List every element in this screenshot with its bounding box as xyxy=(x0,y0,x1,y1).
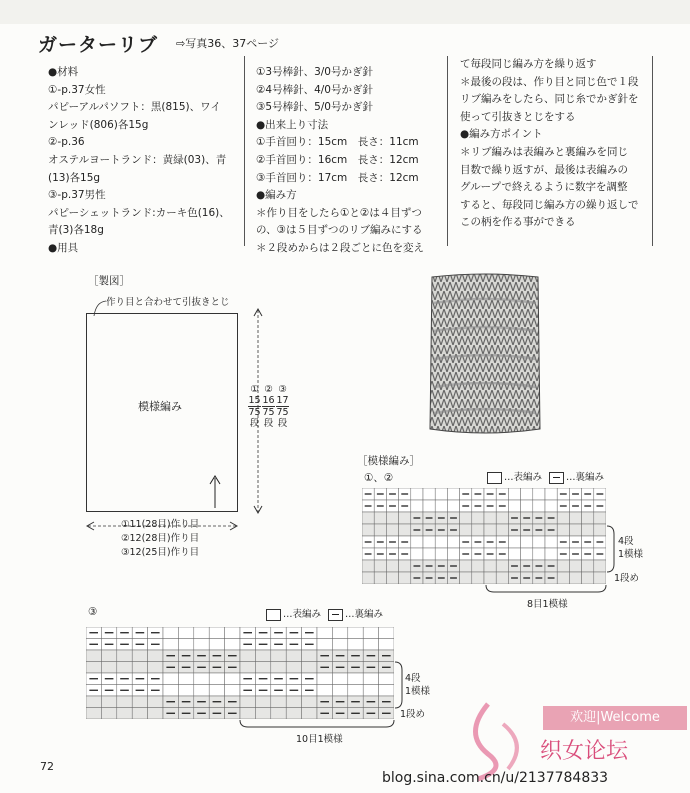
text-line: ＊２段めからは２段ごとに色を変え xyxy=(256,241,424,254)
chart-cell xyxy=(484,524,496,536)
chart-row-repeat-2: 1模様 xyxy=(618,549,644,560)
chart-cell xyxy=(594,512,606,524)
knit-symbol-icon xyxy=(266,609,281,621)
chart-cell xyxy=(348,627,363,639)
chart-cell xyxy=(286,708,301,720)
instructions-column xyxy=(460,56,639,232)
chart-cell xyxy=(194,627,209,639)
legend-purl-label: …裏編み xyxy=(345,609,384,620)
height-cm: 16 xyxy=(262,395,275,406)
text-line: ③5号棒針、5/0号かぎ針 xyxy=(256,101,373,114)
chart-cell xyxy=(447,548,459,560)
watermark-url: blog.sina.com.cn/u/2137784833 xyxy=(382,770,609,786)
chart-cell xyxy=(209,673,224,685)
text-line: 使って引抜きとじをする xyxy=(460,110,576,123)
chart-cell xyxy=(399,524,411,536)
height-rows: 75 xyxy=(262,407,275,418)
chart-cell xyxy=(386,512,398,524)
pattern-center-label: 模様編み xyxy=(138,400,182,413)
chart-cell xyxy=(435,500,447,512)
chart-cell xyxy=(178,673,193,685)
chart-cell xyxy=(435,536,447,548)
chart-cell xyxy=(460,572,472,584)
column-divider xyxy=(652,56,653,246)
chart-cell xyxy=(411,536,423,548)
chart-cell xyxy=(496,512,508,524)
chart-cell xyxy=(472,560,484,572)
chart-cell xyxy=(348,639,363,651)
chart-cell xyxy=(209,639,224,651)
text-line: ＊作り目をしたら①と②は４目ずつ xyxy=(256,206,422,219)
chart-cell xyxy=(332,639,347,651)
height-n: ② xyxy=(264,384,273,395)
text-line: ＊最後の段は、作り目と同じ色で１段 xyxy=(460,75,639,88)
chart-legend xyxy=(266,606,383,621)
text-line: ②-p.36 xyxy=(48,136,85,149)
chart-cell xyxy=(521,548,533,560)
chart-cell xyxy=(117,662,132,674)
chart-cell xyxy=(521,500,533,512)
chart-cell xyxy=(411,548,423,560)
chart-row-repeat-2: 1模様 xyxy=(405,686,431,697)
text-line: の、③は５目ずつのリブ編みにする xyxy=(256,224,423,237)
chart-cell xyxy=(374,560,386,572)
chart-cell xyxy=(508,536,520,548)
chart-cell xyxy=(379,639,394,651)
chart-cell xyxy=(332,627,347,639)
chart-cell xyxy=(496,572,508,584)
text-line: ●出来上り寸法 xyxy=(256,118,329,131)
chart-cell xyxy=(194,685,209,697)
chart-cell xyxy=(508,488,520,500)
text-line: 青(3)各18g xyxy=(48,224,104,237)
chart-cell xyxy=(132,662,147,674)
chart-cell xyxy=(332,673,347,685)
height-rows: 75 xyxy=(276,407,289,418)
purl-symbol-icon xyxy=(549,472,564,484)
chart-cell xyxy=(209,685,224,697)
chart-cell xyxy=(484,512,496,524)
text-line: ●用具 xyxy=(48,241,79,254)
chart-cell xyxy=(86,696,101,708)
chart-cell xyxy=(148,662,163,674)
chart-cell xyxy=(435,548,447,560)
chart-stitch-repeat: 10目1模様 xyxy=(296,734,343,745)
chart-cell xyxy=(148,696,163,708)
chart-cell xyxy=(163,627,178,639)
text-line: ンレッド(806)各15g xyxy=(48,118,149,131)
chart-cell xyxy=(545,536,557,548)
chart-cell xyxy=(399,572,411,584)
chart-cell xyxy=(271,650,286,662)
height-cm: 17 xyxy=(276,395,289,406)
text-line: ●編み方ポイント xyxy=(460,128,543,141)
pattern-chart-3 xyxy=(86,627,394,719)
chart-stitch-brace xyxy=(484,584,608,594)
text-line: ②4号棒針、4/0号かぎ針 xyxy=(256,83,373,96)
chart-cell xyxy=(225,627,240,639)
width-line: ③12(25目)作り目 xyxy=(121,547,200,558)
chart-cell xyxy=(117,708,132,720)
chart-cell xyxy=(379,685,394,697)
chart-cell xyxy=(163,639,178,651)
height-rows: 75 xyxy=(248,407,261,418)
chart-cell xyxy=(86,662,101,674)
chart-cell xyxy=(496,560,508,572)
chart-cell xyxy=(545,488,557,500)
legend-knit-label: …表編み xyxy=(283,609,322,620)
chart-cell xyxy=(594,560,606,572)
text-line: (13)各15g xyxy=(48,171,101,184)
chart-cell xyxy=(317,627,332,639)
chart-cell xyxy=(86,708,101,720)
chart-cell xyxy=(225,673,240,685)
chart-cell xyxy=(255,708,270,720)
chart-cell xyxy=(148,650,163,662)
chart-cell xyxy=(117,696,132,708)
chart-cell xyxy=(435,488,447,500)
text-line: ①-p.37女性 xyxy=(48,83,106,96)
chart-cell xyxy=(374,572,386,584)
chart-cell xyxy=(374,524,386,536)
chart-cell xyxy=(240,708,255,720)
chart-cell xyxy=(545,548,557,560)
chart-cell xyxy=(317,685,332,697)
knitted-cuff-photo xyxy=(426,273,544,435)
page-header-band xyxy=(0,0,690,24)
chart-cell xyxy=(496,524,508,536)
chart-cell xyxy=(348,673,363,685)
chart-size-label: ③ xyxy=(88,606,98,618)
chart-cell xyxy=(545,500,557,512)
chart-cell xyxy=(472,512,484,524)
chart-cell xyxy=(447,500,459,512)
chart-cell xyxy=(386,560,398,572)
chart-cell xyxy=(533,488,545,500)
chart-cell xyxy=(472,524,484,536)
chart-legend xyxy=(487,469,604,484)
page-title: ガーターリブ xyxy=(38,34,159,56)
chart-cell xyxy=(101,662,116,674)
chart-cell xyxy=(362,560,374,572)
chart-cell xyxy=(271,708,286,720)
text-line: ①3号棒針、3/0号かぎ針 xyxy=(256,66,373,78)
chart-cell xyxy=(362,524,374,536)
text-line: 目数で繰り返すが、最後は表編みの xyxy=(460,163,628,176)
chart-cell xyxy=(194,639,209,651)
text-line: リブ編みをしたら、同じ糸でかぎ針を xyxy=(460,93,639,106)
height-n: ① xyxy=(250,384,259,395)
height-unit: 段 xyxy=(263,418,274,429)
chart-cell xyxy=(399,512,411,524)
chart-cell xyxy=(163,685,178,697)
width-measurements xyxy=(121,518,199,560)
chart-cell xyxy=(374,512,386,524)
width-line: ①11(28目)作り目 xyxy=(121,519,200,530)
chart-cell xyxy=(411,488,423,500)
chart-cell xyxy=(302,696,317,708)
chart-cell xyxy=(386,572,398,584)
chart-cell xyxy=(472,572,484,584)
pattern-chart-label: ［模様編み］ xyxy=(357,455,420,467)
legend-purl-label: …裏編み xyxy=(566,472,605,483)
chart-cell xyxy=(271,696,286,708)
height-n: ③ xyxy=(278,384,287,395)
chart-cell xyxy=(557,560,569,572)
materials-column xyxy=(48,64,230,258)
chart-cell xyxy=(240,696,255,708)
pattern-chart-1-2 xyxy=(362,488,606,584)
chart-cell xyxy=(163,673,178,685)
chart-cell xyxy=(484,560,496,572)
text-line: この柄を作る事ができる xyxy=(460,216,576,229)
height-column xyxy=(262,384,275,429)
chart-cell xyxy=(379,627,394,639)
chart-cell xyxy=(582,572,594,584)
chart-cell xyxy=(569,560,581,572)
chart-row-brace xyxy=(394,660,404,710)
column-divider xyxy=(447,56,448,246)
knitting-direction-arrow xyxy=(208,474,222,508)
chart-cell xyxy=(423,488,435,500)
chart-cell xyxy=(594,524,606,536)
diagram-label: ［製図］ xyxy=(88,275,130,287)
chart-cell xyxy=(302,650,317,662)
chart-cell xyxy=(594,572,606,584)
chart-cell xyxy=(569,512,581,524)
chart-cell xyxy=(240,662,255,674)
chart-cell xyxy=(484,572,496,584)
height-column xyxy=(276,384,289,429)
chart-cell xyxy=(225,639,240,651)
chart-cell xyxy=(533,548,545,560)
chart-first-row: 1段め xyxy=(400,709,426,720)
watermark-welcome: 欢迎|Welcome xyxy=(543,706,687,730)
chart-cell xyxy=(225,685,240,697)
chart-cell xyxy=(411,500,423,512)
chart-cell xyxy=(521,536,533,548)
chart-size-label: ①、② xyxy=(364,472,394,484)
height-cm: 15 xyxy=(248,395,261,406)
chart-cell xyxy=(569,572,581,584)
chart-cell xyxy=(132,696,147,708)
chart-cell xyxy=(86,650,101,662)
chart-cell xyxy=(209,627,224,639)
text-line: て毎段同じ編み方を繰り返す xyxy=(460,58,597,70)
chart-cell xyxy=(521,488,533,500)
chart-cell xyxy=(379,673,394,685)
chart-stitch-repeat: 8目1模様 xyxy=(527,599,568,610)
text-line: オステルヨートランド：黄緑(03)、青 xyxy=(48,153,227,166)
chart-cell xyxy=(178,639,193,651)
chart-cell xyxy=(101,650,116,662)
diagram-top-note: 作り目と合わせて引抜きとじ xyxy=(106,297,230,308)
text-line: ①手首回り：15cm 長さ：11cm xyxy=(256,136,419,149)
text-line: ②手首回り：16cm 長さ：12cm xyxy=(256,153,419,166)
chart-cell xyxy=(117,650,132,662)
text-line: ③手首回り：17cm 長さ：12cm xyxy=(256,171,419,184)
chart-cell xyxy=(557,512,569,524)
chart-cell xyxy=(302,662,317,674)
knit-symbol-icon xyxy=(487,472,502,484)
text-line: グループで終えるように数字を調整 xyxy=(460,181,628,194)
chart-cell xyxy=(447,488,459,500)
purl-symbol-icon xyxy=(328,609,343,621)
chart-cell xyxy=(101,708,116,720)
chart-cell xyxy=(302,708,317,720)
chart-cell xyxy=(582,560,594,572)
chart-cell xyxy=(447,536,459,548)
chart-cell xyxy=(194,673,209,685)
chart-cell xyxy=(132,708,147,720)
watermark-site-name: 织女论坛 xyxy=(540,739,629,764)
chart-cell xyxy=(317,639,332,651)
chart-cell xyxy=(178,627,193,639)
chart-cell xyxy=(101,696,116,708)
chart-cell xyxy=(286,662,301,674)
chart-cell xyxy=(557,572,569,584)
text-line: ＊リブ編みは表編みと裏編みを同じ xyxy=(460,145,628,158)
chart-cell xyxy=(363,673,378,685)
chart-row-repeat: 4段 xyxy=(618,536,634,547)
chart-cell xyxy=(508,500,520,512)
chart-cell xyxy=(557,524,569,536)
chart-cell xyxy=(132,650,147,662)
text-line: パピーアルパソフト：黒(815)、ワイ xyxy=(48,101,221,114)
chart-cell xyxy=(286,696,301,708)
chart-cell xyxy=(399,560,411,572)
chart-cell xyxy=(332,685,347,697)
tools-column xyxy=(256,64,424,258)
chart-cell xyxy=(363,639,378,651)
chart-cell xyxy=(533,500,545,512)
chart-cell xyxy=(178,685,193,697)
chart-cell xyxy=(569,524,581,536)
chart-cell xyxy=(255,650,270,662)
text-line: ●編み方 xyxy=(256,189,297,202)
chart-cell xyxy=(348,685,363,697)
chart-cell xyxy=(271,662,286,674)
column-divider xyxy=(244,56,245,246)
chart-cell xyxy=(255,662,270,674)
text-line: すると、毎段同じ編み方の繰り返しで xyxy=(460,198,639,211)
chart-cell xyxy=(582,524,594,536)
chart-cell xyxy=(286,650,301,662)
height-unit: 段 xyxy=(249,418,260,429)
chart-cell xyxy=(460,560,472,572)
photo-reference: ⇨写真36、37ページ xyxy=(176,37,279,50)
page-number: 72 xyxy=(40,760,54,773)
chart-cell xyxy=(386,524,398,536)
chart-row-repeat: 4段 xyxy=(405,673,421,684)
text-line: パピーシェットランド:カーキ色(16)、 xyxy=(48,206,230,219)
chart-row-brace xyxy=(606,524,616,574)
height-unit: 段 xyxy=(277,418,288,429)
text-line: ③-p.37男性 xyxy=(48,189,106,202)
chart-cell xyxy=(317,673,332,685)
text-line: ●材料 xyxy=(48,66,79,78)
chart-cell xyxy=(363,627,378,639)
chart-cell xyxy=(582,512,594,524)
chart-first-row: 1段め xyxy=(614,573,640,584)
legend-knit-label: …表編み xyxy=(504,472,543,483)
chart-cell xyxy=(423,548,435,560)
chart-cell xyxy=(362,572,374,584)
chart-cell xyxy=(460,524,472,536)
chart-cell xyxy=(460,512,472,524)
chart-cell xyxy=(508,548,520,560)
chart-cell xyxy=(362,512,374,524)
chart-cell xyxy=(255,696,270,708)
chart-cell xyxy=(423,500,435,512)
chart-cell xyxy=(240,650,255,662)
chart-cell xyxy=(423,536,435,548)
width-line: ②12(28目)作り目 xyxy=(121,533,200,544)
chart-cell xyxy=(148,708,163,720)
chart-cell xyxy=(533,536,545,548)
chart-stitch-brace xyxy=(238,719,396,729)
chart-cell xyxy=(363,685,378,697)
height-column xyxy=(248,384,261,429)
